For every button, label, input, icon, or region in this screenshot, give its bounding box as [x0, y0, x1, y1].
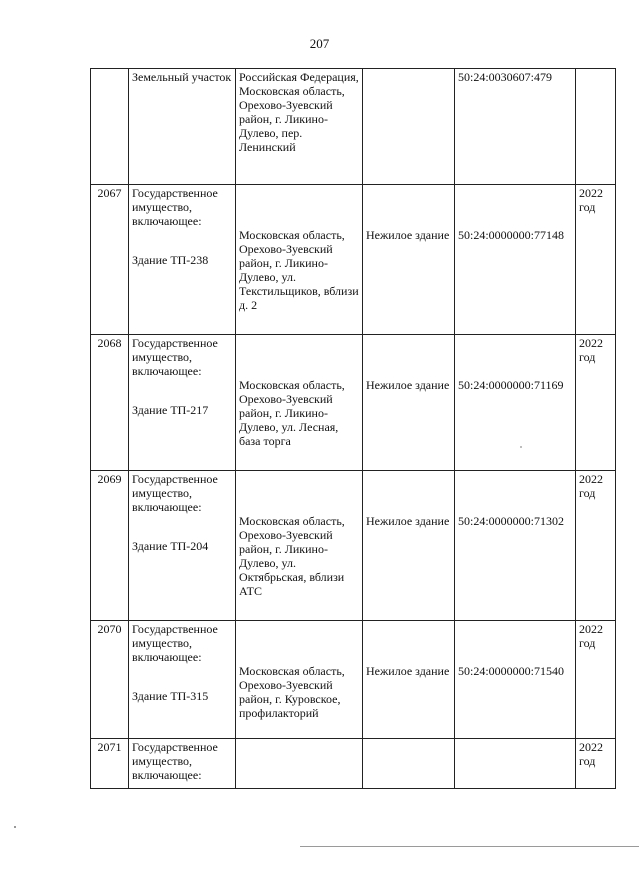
object-name: Государственное имущество, включающее: — [132, 472, 218, 514]
table-row — [91, 739, 616, 789]
object-name-cell — [129, 471, 236, 621]
object-name-cell — [129, 621, 236, 739]
address: Московская область, Орехово-Зуевский район, г. Ликино-Дулево, ул. Октябрьская, вблизи АТС — [239, 514, 345, 598]
scan-artifact-dot — [14, 826, 16, 828]
scan-artifact-dot — [520, 446, 522, 448]
object-name: Государственное имущество, включающее: — [132, 622, 218, 664]
table-row — [91, 471, 616, 621]
address-cell — [236, 621, 363, 739]
purpose-cell — [363, 471, 455, 621]
purpose-cell — [363, 739, 455, 789]
cadastral-number: 50:24:0000000:71302 — [458, 514, 565, 528]
year-cell — [576, 185, 616, 335]
cadastral-number: 50:24:0000000:71540 — [458, 664, 565, 678]
year-cell — [576, 621, 616, 739]
purpose: Нежилое здание — [366, 664, 450, 678]
scan-artifact-line — [300, 846, 639, 847]
row-number: 2068 — [91, 335, 129, 471]
year: 2022 год — [579, 186, 603, 214]
purpose: Нежилое здание — [366, 228, 450, 242]
object-name: Государственное имущество, включающее: — [132, 186, 218, 228]
row-number: 2070 — [91, 621, 129, 739]
cadastral-cell — [455, 185, 576, 335]
year: 2022 год — [579, 472, 603, 500]
purpose-cell — [363, 621, 455, 739]
year: 2022 год — [579, 740, 603, 768]
row-number: 2069 — [91, 471, 129, 621]
cadastral-cell — [455, 335, 576, 471]
cadastral-number: 50:24:0000000:71169 — [458, 378, 564, 392]
cadastral-cell — [455, 471, 576, 621]
purpose: Нежилое здание — [366, 514, 450, 528]
object-name-cell — [129, 739, 236, 789]
object-name: Государственное имущество, включающее: — [132, 740, 218, 782]
cadastral-cell — [455, 69, 576, 185]
year-cell — [576, 739, 616, 789]
year: 2022 год — [579, 336, 603, 364]
address: Московская область, Орехово-Зуевский район, г. Ликино-Дулево, ул. Текстильщиков, вблизи д. 2 — [239, 228, 359, 312]
year-cell — [576, 69, 616, 185]
purpose-cell — [363, 69, 455, 185]
sub-object-name: Здание ТП-315 — [132, 689, 209, 703]
address-cell — [236, 739, 363, 789]
table-row — [91, 621, 616, 739]
object-name-cell — [129, 185, 236, 335]
sub-object-name: Здание ТП-217 — [132, 403, 209, 417]
purpose-cell — [363, 185, 455, 335]
cadastral-cell — [455, 739, 576, 789]
row-number: 2071 — [91, 739, 129, 789]
row-number — [91, 69, 129, 185]
purpose-cell — [363, 335, 455, 471]
sub-object-name: Здание ТП-238 — [132, 253, 209, 267]
cadastral-number: 50:24:0000000:77148 — [458, 228, 565, 242]
address-cell — [236, 69, 363, 185]
table-row — [91, 185, 616, 335]
object-name-cell — [129, 335, 236, 471]
page-number: 207 — [309, 36, 330, 51]
year-cell — [576, 471, 616, 621]
property-registry-table — [90, 68, 616, 789]
object-name: Государственное имущество, включающее: — [132, 336, 218, 378]
table-row — [91, 335, 616, 471]
address-cell — [236, 471, 363, 621]
sub-object-name: Здание ТП-204 — [132, 539, 209, 553]
year: 2022 год — [579, 622, 603, 650]
cadastral-number: 50:24:0030607:479 — [458, 70, 553, 84]
cadastral-cell — [455, 621, 576, 739]
table-row — [91, 69, 616, 185]
address: Российская Федерация, Московская область, Орехово-Зуевский район, г. Ликино-Дулево, пер. Ленинский — [239, 70, 359, 154]
row-number: 2067 — [91, 185, 129, 335]
address-cell — [236, 185, 363, 335]
purpose: Нежилое здание — [366, 378, 450, 392]
object-name-cell — [129, 69, 236, 185]
year-cell — [576, 335, 616, 471]
address-cell — [236, 335, 363, 471]
object-name: Земельный участок — [132, 70, 232, 84]
address: Московская область, Орехово-Зуевский район, г. Ликино-Дулево, ул. Лесная, база торга — [239, 378, 345, 448]
address: Московская область, Орехово-Зуевский район, г. Куровское, профилакторий — [239, 664, 345, 720]
